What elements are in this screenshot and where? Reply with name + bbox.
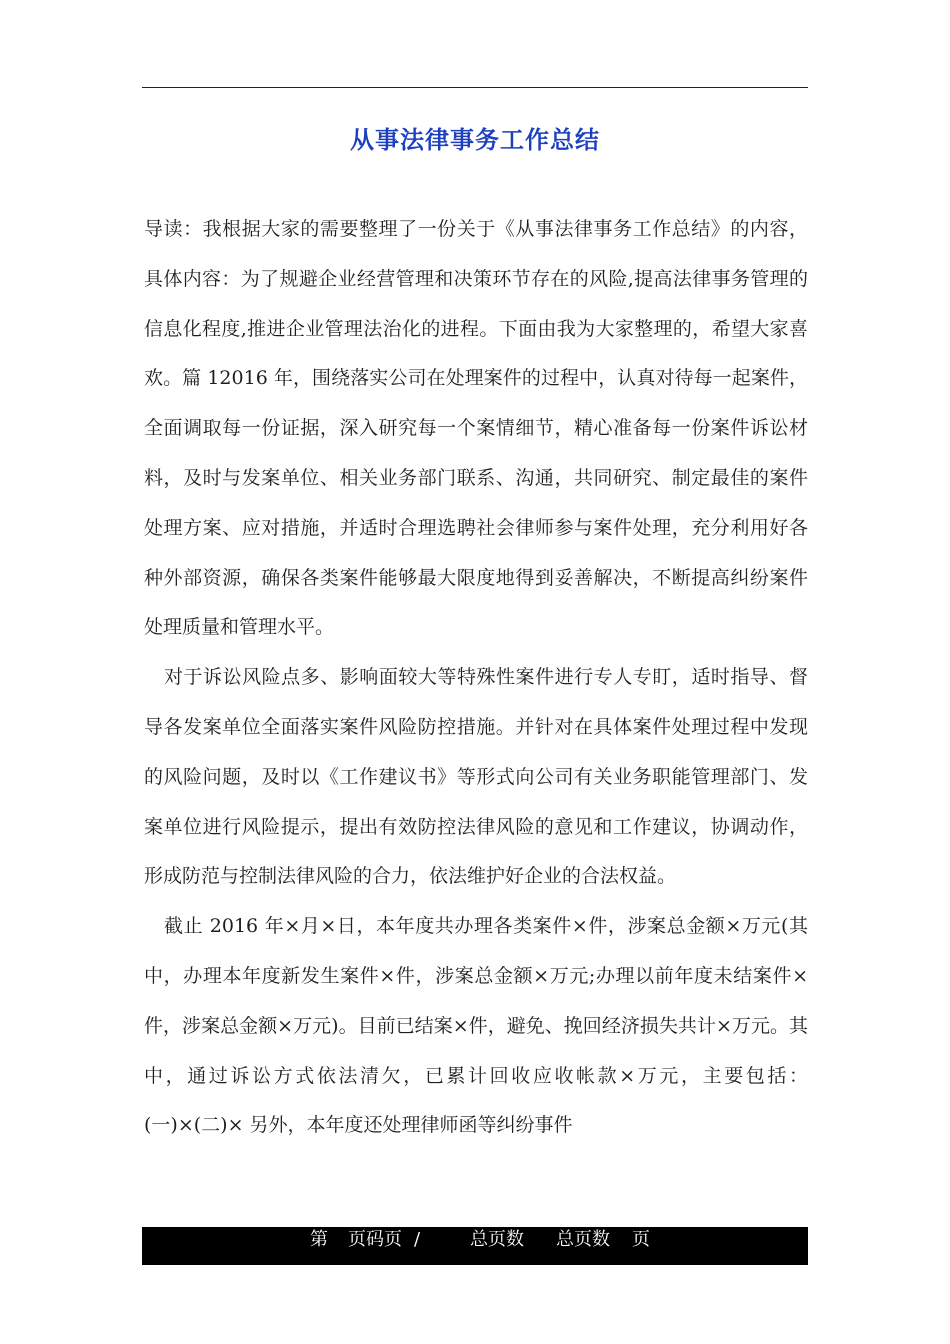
paragraph-case-statistics: 截止 2016 年×月×日，本年度共办理各类案件×件，涉案总金额×万元(其中，办理本年度新发生案件×件，涉案总金额×万元;办理以前年度未结案件×件，涉案总金额×万元)。目前已结案×件，避免、挽回经济损失共计×万元。其中，通过诉讼方式依法清欠，已累计回收应收帐款×万元，主要包括：(一)×(二)× 另外，本年度还处理律师函等纠纷事件	[144, 915, 808, 1137]
footer-page-suffix: 页	[632, 1229, 650, 1250]
paragraph-risk-control: 对于诉讼风险点多、影响面较大等特殊性案件进行专人专盯，适时指导、督导各发案单位全面落实案件风险防控措施。并针对在具体案件处理过程中发现的风险问题，及时以《工作建议书》等形式向公司有关业务职能管理部门、发案单位进行风险提示，提出有效防控法律风险的意见和工作建议，协调动作，形成防范与控制法律风险的合力，依法维护好企业的合法权益。	[144, 666, 808, 888]
document-body	[144, 205, 808, 1151]
document-title: 从事法律事务工作总结	[350, 126, 600, 154]
footer-page-prefix: 第	[310, 1229, 328, 1250]
page-footer	[142, 1227, 808, 1265]
paragraph-intro: 导读：我根据大家的需要整理了一份关于《从事法律事务工作总结》的内容，具体内容：为了规避企业经营管理和决策环节存在的风险,提高法律事务管理的信息化程度,推进企业管理法治化的进程。下面由我为大家整理的，希望大家喜欢。篇 12016 年，围绕落实公司在处理案件的过程中，认真对待每一起案件，全面调取每一份证据，深入研究每一个案情细节，精心准备每一份案件诉讼材料，及时与发案单位、相关业务部门联系、沟通，共同研究、制定最佳的案件处理方案、应对措施，并适时合理选聘社会律师参与案件处理，充分利用好各种外部资源，确保各类案件能够最大限度地得到妥善解决，不断提高纠纷案件处理质量和管理水平。	[144, 218, 808, 639]
footer-separator: /	[414, 1229, 421, 1250]
footer-total-pages-value: 总页数	[556, 1229, 610, 1250]
footer-page-code: 页码页	[348, 1229, 402, 1250]
header-rule	[142, 87, 808, 88]
footer-total-pages-label: 总页数	[470, 1229, 524, 1250]
